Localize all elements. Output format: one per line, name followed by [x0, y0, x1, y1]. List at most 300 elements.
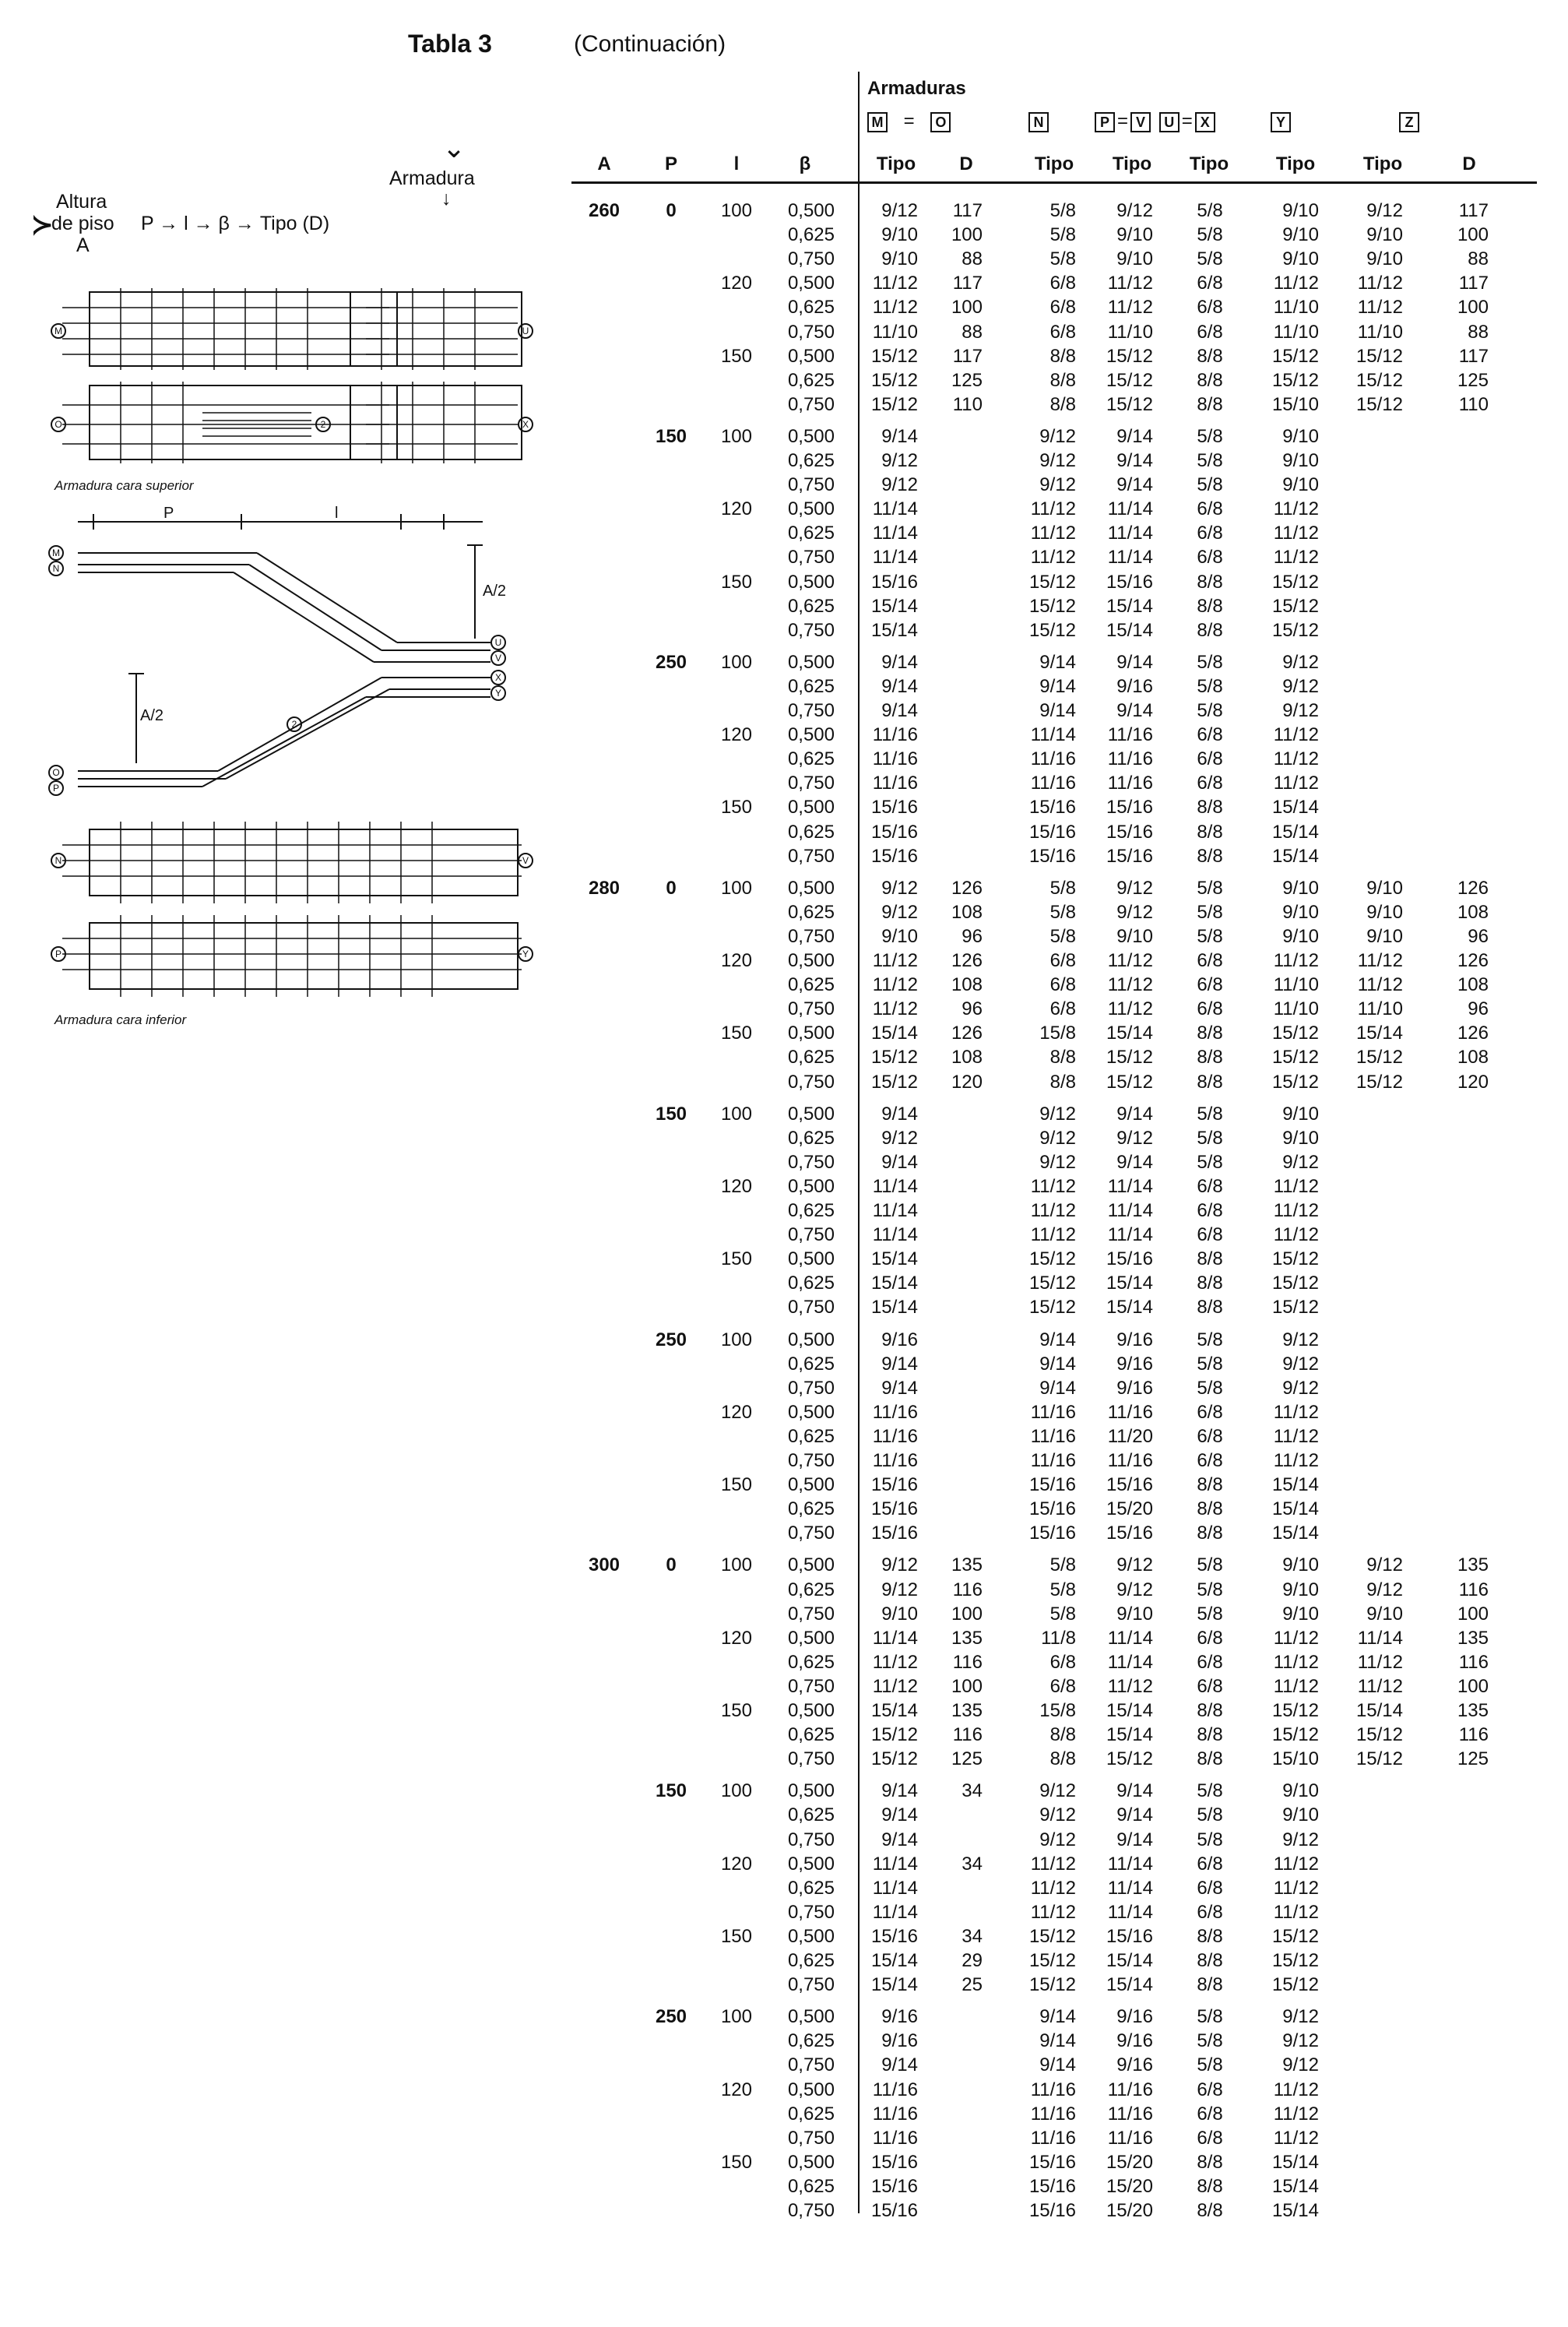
cell-beta: 0,750: [787, 2054, 835, 2076]
cell-tipo-6: 11/12: [1357, 950, 1403, 971]
cell-beta: 0,750: [787, 2127, 835, 2149]
cell-tipo-2: 8/8: [1049, 1071, 1076, 1093]
cell-d-2: 135: [1457, 1627, 1489, 1649]
cell-beta: 0,750: [787, 700, 835, 721]
cell-tipo-4: 8/8: [1197, 797, 1223, 818]
cell-tipo-5: 9/12: [1282, 1329, 1319, 1350]
cell-tipo-4: 5/8: [1197, 901, 1223, 923]
cell-l: 120: [720, 1175, 752, 1197]
cell-beta: 0,625: [787, 1651, 835, 1673]
cell-tipo-5: 15/12: [1271, 1047, 1319, 1068]
cell-tipo-5: 15/12: [1271, 571, 1319, 593]
cell-d-1: 34: [962, 1925, 983, 1947]
cell-tipo-1: 11/14: [872, 1627, 918, 1649]
cell-tipo-3: 11/14: [1107, 1627, 1153, 1649]
cell-tipo-4: 6/8: [1197, 547, 1223, 569]
cell-tipo-1: 15/16: [870, 845, 918, 867]
cell-tipo-2: 11/12: [1030, 1853, 1076, 1875]
cell-tipo-2: 9/12: [1039, 1804, 1076, 1826]
cell-tipo-2: 15/12: [1028, 1925, 1076, 1947]
cell-beta: 0,500: [787, 877, 835, 899]
cell-tipo-5: 15/14: [1271, 797, 1319, 818]
cell-beta: 0,625: [787, 974, 835, 996]
cell-beta: 0,500: [787, 2151, 835, 2173]
cell-beta: 0,500: [787, 1780, 835, 1802]
cell-tipo-1: 15/12: [870, 1748, 918, 1770]
cell-tipo-2: 6/8: [1049, 273, 1076, 294]
cell-tipo-4: 8/8: [1197, 1523, 1223, 1544]
cell-tipo-2: 8/8: [1049, 1748, 1076, 1770]
cell-l: 120: [720, 273, 752, 294]
cell-tipo-3: 11/16: [1107, 773, 1153, 794]
cell-d-1: 29: [962, 1950, 983, 1971]
cell-beta: 0,750: [787, 1297, 835, 1318]
cell-tipo-2: 5/8: [1049, 248, 1076, 270]
cell-tipo-3: 15/16: [1106, 1925, 1153, 1947]
cell-tipo-3: 15/14: [1106, 595, 1153, 617]
cell-d-1: 116: [952, 1651, 983, 1673]
cell-tipo-4: 6/8: [1197, 1450, 1223, 1471]
cell-p: 150: [655, 1780, 687, 1802]
cell-tipo-2: 11/16: [1030, 2079, 1076, 2100]
cell-tipo-6: 9/10: [1366, 901, 1403, 923]
cell-tipo-2: 15/16: [1028, 845, 1076, 867]
cell-tipo-1: 11/16: [872, 724, 918, 746]
cell-tipo-1: 11/16: [872, 2079, 918, 2100]
cell-tipo-1: 15/12: [870, 1071, 918, 1093]
cell-tipo-5: 15/10: [1271, 1748, 1319, 1770]
cell-tipo-2: 9/14: [1039, 651, 1076, 673]
cell-tipo-4: 5/8: [1197, 1329, 1223, 1350]
cell-tipo-3: 9/12: [1116, 877, 1153, 899]
cell-tipo-5: 9/10: [1282, 1103, 1319, 1125]
cell-beta: 0,500: [787, 797, 835, 818]
svg-text:P: P: [52, 783, 60, 794]
cell-d-2: 125: [1457, 1748, 1489, 1770]
cell-tipo-5: 9/10: [1282, 425, 1319, 447]
cell-tipo-4: 6/8: [1197, 321, 1223, 343]
svg-text:A/2: A/2: [483, 583, 507, 600]
cell-beta: 0,625: [787, 1273, 835, 1294]
cell-tipo-3: 11/12: [1107, 998, 1153, 1020]
cell-tipo-1: 11/14: [872, 1853, 918, 1875]
cell-tipo-2: 9/12: [1039, 1829, 1076, 1850]
cell-tipo-3: 15/14: [1106, 1950, 1153, 1971]
cell-tipo-5: 9/10: [1282, 200, 1319, 221]
cell-tipo-5: 15/14: [1271, 1498, 1319, 1520]
svg-text:O: O: [52, 767, 60, 778]
cell-d-2: 100: [1457, 297, 1489, 319]
cell-p: 150: [655, 1103, 687, 1125]
cell-tipo-1: 15/14: [870, 1950, 918, 1971]
cell-tipo-1: 11/14: [872, 1877, 918, 1899]
cell-d-2: 125: [1457, 369, 1489, 391]
cell-tipo-1: 15/14: [870, 1700, 918, 1721]
armaduras-divider: [858, 72, 860, 2213]
cell-d-1: 120: [951, 1071, 983, 1093]
cell-d-2: 126: [1457, 1023, 1489, 1044]
cell-tipo-4: 8/8: [1197, 1748, 1223, 1770]
cell-tipo-3: 11/12: [1107, 1675, 1153, 1697]
cell-tipo-5: 15/14: [1271, 2200, 1319, 2221]
cell-tipo-5: 15/12: [1271, 369, 1319, 391]
cell-d-1: 117: [952, 200, 983, 221]
cell-tipo-5: 11/12: [1273, 1651, 1319, 1673]
cell-d-1: 116: [952, 1579, 983, 1600]
cell-tipo-5: 9/12: [1282, 651, 1319, 673]
legend-cara-superior: Armadura cara superior: [54, 478, 194, 493]
cell-tipo-2: 15/12: [1028, 1950, 1076, 1971]
col-tipo-5: Tipo: [1275, 153, 1316, 174]
cell-d-1: 125: [951, 1748, 983, 1770]
cell-tipo-2: 11/16: [1030, 2127, 1076, 2149]
cell-beta: 0,500: [787, 273, 835, 294]
cell-tipo-4: 8/8: [1197, 1474, 1223, 1496]
cell-tipo-5: 15/12: [1271, 1724, 1319, 1746]
cell-tipo-1: 11/12: [872, 273, 918, 294]
cell-tipo-6: 11/14: [1357, 1627, 1403, 1649]
cell-tipo-5: 11/12: [1273, 950, 1319, 971]
box-x: X: [1195, 112, 1215, 132]
eq-1: =: [903, 111, 915, 132]
cell-tipo-4: 8/8: [1197, 1273, 1223, 1294]
cell-tipo-1: 9/14: [881, 1804, 918, 1826]
cell-tipo-4: 8/8: [1197, 1498, 1223, 1520]
cell-tipo-4: 6/8: [1197, 1200, 1223, 1221]
cell-d-1: 117: [952, 345, 983, 367]
cell-tipo-5: 15/12: [1271, 1700, 1319, 1721]
cell-tipo-5: 9/12: [1282, 2006, 1319, 2028]
cell-beta: 0,500: [787, 498, 835, 520]
cell-tipo-1: 15/16: [870, 2151, 918, 2173]
cell-tipo-2: 8/8: [1049, 1724, 1076, 1746]
cell-l: 120: [720, 724, 752, 746]
cell-beta: 0,625: [787, 595, 835, 617]
cell-tipo-2: 9/12: [1039, 450, 1076, 471]
cell-beta: 0,500: [787, 571, 835, 593]
cell-tipo-2: 5/8: [1049, 901, 1076, 923]
cell-beta: 0,500: [787, 200, 835, 221]
cell-d-1: 88: [962, 321, 983, 343]
cell-tipo-3: 15/16: [1106, 1248, 1153, 1270]
cell-d-1: 135: [951, 1554, 983, 1576]
cell-tipo-5: 15/14: [1271, 845, 1319, 867]
cell-tipo-4: 5/8: [1197, 1127, 1223, 1149]
cell-tipo-2: 8/8: [1049, 1047, 1076, 1068]
cell-tipo-2: 15/16: [1028, 2151, 1076, 2173]
cell-tipo-6: 15/12: [1355, 345, 1403, 367]
col-tipo-1: Tipo: [876, 153, 916, 174]
cell-tipo-1: 15/14: [870, 1273, 918, 1294]
cell-tipo-4: 5/8: [1197, 425, 1223, 447]
cell-tipo-1: 15/14: [870, 1023, 918, 1044]
cell-tipo-1: 9/16: [881, 1329, 918, 1350]
cell-l: 150: [720, 345, 752, 367]
box-header-mo: [867, 111, 951, 132]
cell-beta: 0,625: [787, 675, 835, 697]
cell-p: 250: [655, 651, 687, 673]
cell-beta: 0,750: [787, 1974, 835, 1996]
cell-tipo-4: 6/8: [1197, 773, 1223, 794]
cell-tipo-2: 9/12: [1039, 1151, 1076, 1173]
cell-tipo-3: 11/16: [1107, 1450, 1153, 1471]
cell-beta: 0,750: [787, 1224, 835, 1246]
cell-tipo-5: 15/12: [1271, 1297, 1319, 1318]
cell-tipo-1: 15/16: [870, 1474, 918, 1496]
cell-tipo-6: 11/12: [1357, 1651, 1403, 1673]
cell-tipo-2: 11/12: [1030, 1877, 1076, 1899]
cell-beta: 0,625: [787, 748, 835, 770]
cell-tipo-1: 9/12: [881, 877, 918, 899]
cell-tipo-4: 5/8: [1197, 1377, 1223, 1399]
cell-tipo-1: 9/12: [881, 1554, 918, 1576]
cell-tipo-2: 15/16: [1028, 1498, 1076, 1520]
svg-text:M: M: [54, 326, 62, 336]
cell-tipo-4: 8/8: [1197, 1023, 1223, 1044]
cell-tipo-4: 5/8: [1197, 1103, 1223, 1125]
cell-l: 120: [720, 950, 752, 971]
cell-tipo-1: 11/16: [872, 748, 918, 770]
cell-l: 100: [720, 1329, 752, 1350]
reinforcement-table: [571, 72, 1537, 2221]
svg-text:P: P: [54, 949, 62, 959]
cell-p: 250: [655, 1329, 687, 1350]
cell-tipo-3: 15/14: [1106, 1974, 1153, 1996]
cell-tipo-3: 11/14: [1107, 1224, 1153, 1246]
cell-tipo-5: 11/12: [1273, 273, 1319, 294]
cell-beta: 0,625: [787, 901, 835, 923]
svg-text:M: M: [52, 547, 60, 558]
cell-d-2: 108: [1457, 1047, 1489, 1068]
legend-de-piso: de piso: [51, 213, 114, 234]
cell-tipo-3: 9/12: [1116, 901, 1153, 923]
cell-tipo-4: 5/8: [1197, 651, 1223, 673]
cell-d-1: 25: [962, 1974, 983, 1996]
cell-tipo-6: 15/14: [1355, 1023, 1403, 1044]
cell-tipo-1: 9/10: [881, 1603, 918, 1625]
cell-d-2: 96: [1468, 925, 1489, 947]
cell-tipo-1: 11/14: [872, 1175, 918, 1197]
cell-tipo-2: 15/16: [1028, 1523, 1076, 1544]
cell-tipo-2: 11/12: [1030, 498, 1076, 520]
cell-tipo-3: 9/10: [1116, 224, 1153, 246]
cell-l: 150: [720, 797, 752, 818]
cell-l: 150: [720, 1925, 752, 1947]
cell-d-2: 100: [1457, 224, 1489, 246]
cell-tipo-5: 9/12: [1282, 1353, 1319, 1375]
cell-tipo-4: 6/8: [1197, 724, 1223, 746]
cell-tipo-1: 9/12: [881, 1579, 918, 1600]
cell-l: 120: [720, 1853, 752, 1875]
cell-tipo-5: 11/12: [1273, 1675, 1319, 1697]
cell-tipo-3: 15/12: [1106, 393, 1153, 415]
svg-text:2: 2: [291, 719, 297, 730]
cell-tipo-4: 6/8: [1197, 1175, 1223, 1197]
col-tipo-2: Tipo: [1034, 153, 1074, 174]
cell-tipo-3: 9/12: [1116, 1127, 1153, 1149]
col-tipo-6: Tipo: [1362, 153, 1403, 174]
col-a: A: [597, 153, 611, 174]
cell-tipo-6: 9/10: [1366, 248, 1403, 270]
cell-tipo-6: 9/12: [1366, 1579, 1403, 1600]
cell-tipo-4: 8/8: [1197, 595, 1223, 617]
cell-beta: 0,750: [787, 773, 835, 794]
cell-tipo-2: 5/8: [1049, 1603, 1076, 1625]
cell-beta: 0,500: [787, 1700, 835, 1721]
cell-beta: 0,625: [787, 1724, 835, 1746]
cell-tipo-5: 11/10: [1273, 974, 1319, 996]
cell-d-2: 88: [1468, 321, 1489, 343]
cell-tipo-5: 9/12: [1282, 1151, 1319, 1173]
cell-tipo-4: 5/8: [1197, 248, 1223, 270]
cell-d-1: 125: [951, 369, 983, 391]
cell-tipo-2: 11/8: [1041, 1627, 1076, 1649]
cell-tipo-3: 9/12: [1116, 200, 1153, 221]
cell-tipo-6: 9/10: [1366, 1603, 1403, 1625]
cell-tipo-2: 15/16: [1028, 2175, 1076, 2197]
cell-tipo-2: 15/16: [1028, 797, 1076, 818]
cell-tipo-5: 9/10: [1282, 450, 1319, 471]
legend-chain: P → l → β → Tipo (D): [141, 213, 330, 234]
cell-d-2: 116: [1458, 1724, 1489, 1746]
cell-tipo-3: 15/20: [1106, 2151, 1153, 2173]
cell-tipo-1: 11/12: [872, 950, 918, 971]
box-z: Z: [1399, 112, 1419, 132]
cell-tipo-4: 5/8: [1197, 224, 1223, 246]
cell-tipo-5: 11/12: [1273, 1224, 1319, 1246]
cell-tipo-3: 9/10: [1116, 1603, 1153, 1625]
cell-beta: 0,500: [787, 1175, 835, 1197]
cell-beta: 0,500: [787, 2006, 835, 2028]
cell-beta: 0,500: [787, 1853, 835, 1875]
cell-tipo-3: 15/16: [1106, 797, 1153, 818]
cell-tipo-3: 11/16: [1107, 2127, 1153, 2149]
cell-a: 260: [588, 200, 621, 221]
cell-tipo-3: 9/16: [1116, 1353, 1153, 1375]
cell-tipo-1: 9/14: [881, 1103, 918, 1125]
svg-text:V: V: [522, 855, 529, 866]
eq-2: =: [1117, 111, 1129, 132]
cell-tipo-3: 9/16: [1116, 675, 1153, 697]
cell-tipo-3: 9/14: [1116, 700, 1153, 721]
cell-tipo-4: 5/8: [1197, 1603, 1223, 1625]
cell-tipo-2: 5/8: [1049, 925, 1076, 947]
cell-tipo-1: 15/12: [870, 369, 918, 391]
cell-tipo-3: 9/14: [1116, 651, 1153, 673]
cell-tipo-2: 15/8: [1039, 1700, 1076, 1721]
cell-beta: 0,625: [787, 1804, 835, 1826]
cell-tipo-4: 8/8: [1197, 1925, 1223, 1947]
svg-text:U: U: [522, 326, 529, 336]
cell-tipo-4: 6/8: [1197, 950, 1223, 971]
cell-l: 100: [720, 2006, 752, 2028]
cell-tipo-4: 6/8: [1197, 974, 1223, 996]
cell-tipo-2: 9/14: [1039, 1377, 1076, 1399]
box-header-pvux: [1095, 111, 1215, 132]
cell-tipo-1: 15/16: [870, 1498, 918, 1520]
cell-d-1: 135: [951, 1700, 983, 1721]
cell-tipo-3: 11/16: [1107, 724, 1153, 746]
cell-d-1: 96: [962, 998, 983, 1020]
cell-d-1: 108: [951, 901, 983, 923]
cell-beta: 0,625: [787, 523, 835, 544]
cell-tipo-4: 5/8: [1197, 2030, 1223, 2052]
cell-tipo-4: 6/8: [1197, 998, 1223, 1020]
cell-tipo-5: 9/10: [1282, 1603, 1319, 1625]
cell-tipo-1: 9/10: [881, 925, 918, 947]
cell-beta: 0,500: [787, 1103, 835, 1125]
cell-tipo-2: 9/14: [1039, 2054, 1076, 2076]
cell-tipo-6: 15/12: [1355, 1724, 1403, 1746]
cell-tipo-5: 9/10: [1282, 248, 1319, 270]
cell-tipo-3: 9/14: [1116, 450, 1153, 471]
cell-tipo-5: 11/12: [1273, 1401, 1319, 1423]
cell-tipo-4: 5/8: [1197, 1151, 1223, 1173]
cell-beta: 0,750: [787, 1523, 835, 1544]
cell-d-2: 126: [1457, 950, 1489, 971]
cell-tipo-1: 11/12: [872, 1675, 918, 1697]
cell-l: 150: [720, 2151, 752, 2173]
cell-tipo-2: 5/8: [1049, 224, 1076, 246]
cell-d-2: 108: [1457, 901, 1489, 923]
cell-tipo-4: 6/8: [1197, 273, 1223, 294]
cell-tipo-2: 9/12: [1039, 1127, 1076, 1149]
cell-tipo-5: 9/12: [1282, 2030, 1319, 2052]
cell-d-2: 100: [1457, 1603, 1489, 1625]
cell-tipo-3: 15/16: [1106, 845, 1153, 867]
cell-beta: 0,750: [787, 2200, 835, 2221]
box-p: P: [1095, 112, 1115, 132]
cell-d-2: 116: [1458, 1651, 1489, 1673]
cell-tipo-4: 8/8: [1197, 1248, 1223, 1270]
cell-tipo-3: 11/14: [1107, 1901, 1153, 1923]
cell-tipo-5: 15/12: [1271, 1023, 1319, 1044]
cell-tipo-2: 15/8: [1039, 1023, 1076, 1044]
cell-tipo-2: 15/12: [1028, 571, 1076, 593]
cell-tipo-4: 8/8: [1197, 571, 1223, 593]
cell-tipo-3: 15/14: [1106, 619, 1153, 641]
cell-tipo-2: 9/12: [1039, 425, 1076, 447]
pointer-icon: ≻: [31, 210, 54, 240]
cell-tipo-6: 11/10: [1357, 998, 1403, 1020]
cell-tipo-3: 15/12: [1106, 345, 1153, 367]
cell-tipo-5: 9/12: [1282, 2054, 1319, 2076]
cell-tipo-1: 15/12: [870, 345, 918, 367]
cell-beta: 0,625: [787, 2103, 835, 2125]
cell-tipo-4: 8/8: [1197, 1047, 1223, 1068]
cell-beta: 0,625: [787, 369, 835, 391]
cell-tipo-4: 8/8: [1197, 619, 1223, 641]
cell-tipo-5: 11/12: [1273, 1853, 1319, 1875]
cell-tipo-4: 6/8: [1197, 1675, 1223, 1697]
cell-tipo-1: 9/12: [881, 450, 918, 471]
cell-tipo-5: 11/12: [1273, 547, 1319, 569]
cell-tipo-3: 9/14: [1116, 474, 1153, 496]
cell-beta: 0,750: [787, 248, 835, 270]
plan-diagram-bottom: [47, 818, 537, 1005]
cell-tipo-1: 9/14: [881, 1829, 918, 1850]
cell-tipo-5: 15/14: [1271, 821, 1319, 843]
cell-tipo-2: 6/8: [1049, 950, 1076, 971]
cell-tipo-6: 11/12: [1357, 1675, 1403, 1697]
cell-tipo-3: 11/12: [1107, 950, 1153, 971]
cell-l: 150: [720, 1700, 752, 1721]
cell-tipo-5: 15/12: [1271, 1248, 1319, 1270]
cell-tipo-2: 11/14: [1030, 724, 1076, 746]
cell-tipo-2: 15/16: [1028, 2200, 1076, 2221]
svg-text:l: l: [335, 505, 339, 522]
cell-tipo-1: 15/16: [870, 1925, 918, 1947]
